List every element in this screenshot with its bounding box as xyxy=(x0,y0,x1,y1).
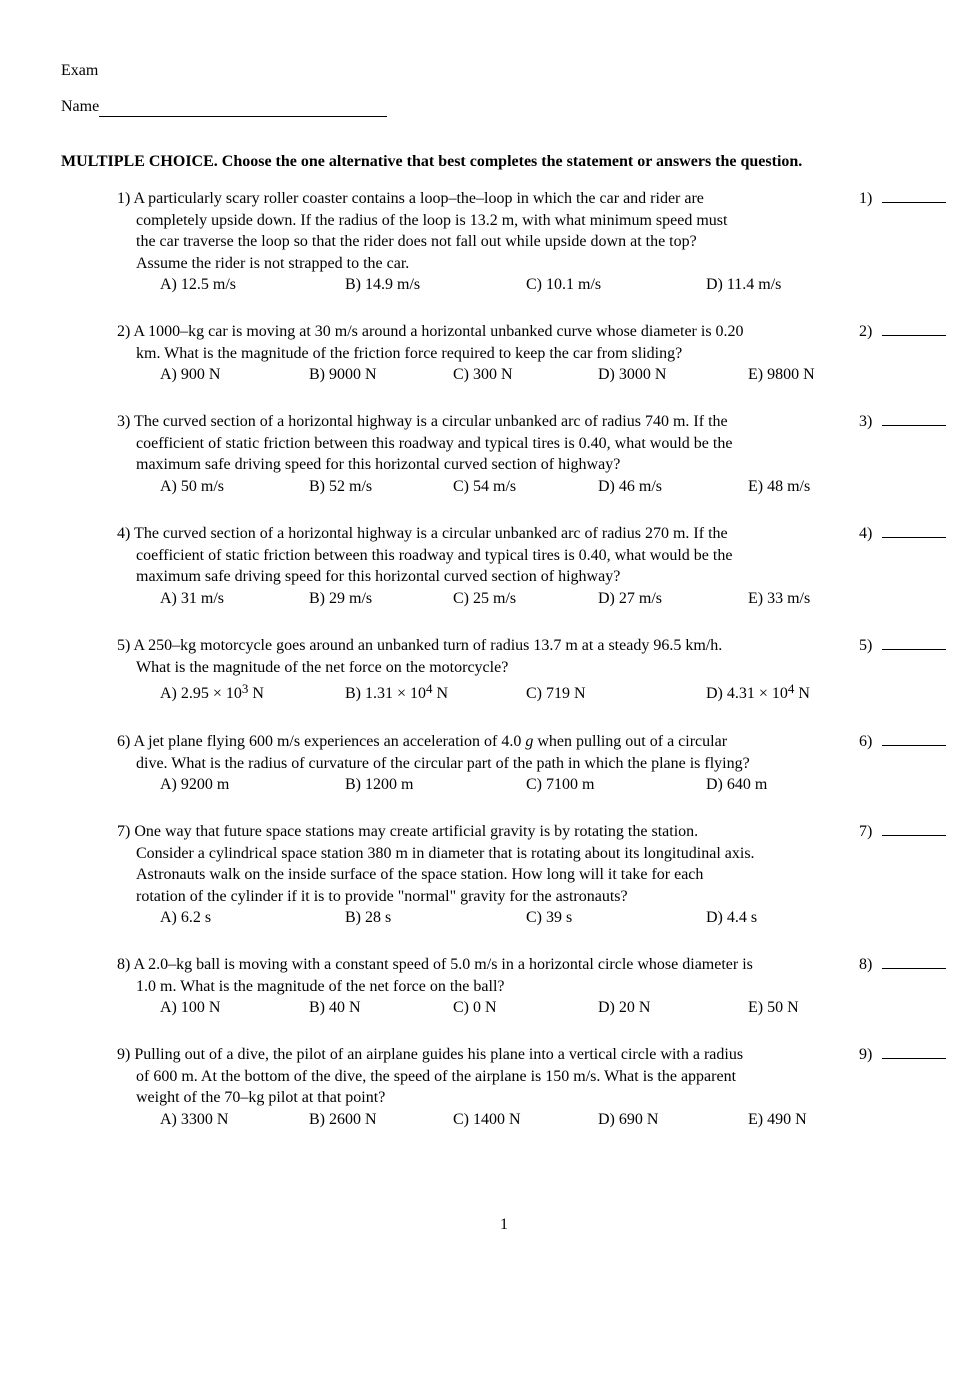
options-row xyxy=(117,997,842,1018)
question-text-line: maximum safe driving speed for this horizontal curved section of highway? xyxy=(136,568,621,585)
option-b[interactable]: B) $1.31 \times 10^4$ N xyxy=(345,681,449,702)
question-text-line: km. What is the magnitude of the friction force required to keep the car from sliding? xyxy=(136,344,683,362)
option-c[interactable]: C) 7100 m xyxy=(526,776,595,793)
answer-blank[interactable] xyxy=(882,411,946,426)
question-9 xyxy=(117,1044,842,1130)
question-text-line: Consider a cylindrical space station 380 m in diameter that is rotating about its longitudinal axis. xyxy=(136,844,755,862)
answer-blank[interactable] xyxy=(882,635,946,650)
question-4 xyxy=(117,523,842,609)
question-text-line: of 600 m. At the bottom of the dive, the speed of the airplane is 150 m/s. What is the apparent xyxy=(136,1067,737,1085)
question-text-line: maximum safe driving speed for this horizontal curved section of highway? xyxy=(136,456,621,473)
option-a[interactable]: A) 9200 m xyxy=(160,776,230,793)
option-a[interactable]: A) 6.2 s xyxy=(160,909,212,926)
options-row xyxy=(117,364,842,385)
option-c[interactable]: C) 25 m/s xyxy=(453,589,517,607)
option-d[interactable]: D) 4.4 s xyxy=(706,909,758,926)
options-row xyxy=(117,683,842,704)
answer-blank[interactable] xyxy=(882,821,946,836)
option-b[interactable]: B) 9000 N xyxy=(309,366,377,383)
answer-blank[interactable] xyxy=(882,954,946,969)
name-label: Name xyxy=(61,98,100,115)
option-a[interactable]: A) 900 N xyxy=(160,366,221,383)
question-text-line: coefficient of static friction between this roadway and typical tires is 0.40, what would be the xyxy=(136,434,733,452)
option-d[interactable]: D) 27 m/s xyxy=(598,589,662,607)
option-c[interactable]: C) 39 s xyxy=(526,909,573,926)
option-c[interactable]: C) 10.1 m/s xyxy=(526,276,602,293)
question-7 xyxy=(117,821,842,928)
question-text-line: 6) A jet plane flying 600 m/s experiences an acceleration of 4.0 g when pulling out of a circular xyxy=(117,733,728,750)
question-text-line: 1) A particularly scary roller coaster contains a loop–the–loop in which the car and rider are xyxy=(117,190,704,207)
options-row xyxy=(117,1109,842,1130)
answer-blank[interactable] xyxy=(882,523,946,538)
option-a[interactable]: A) 12.5 m/s xyxy=(160,276,236,293)
answer-blank[interactable] xyxy=(882,1044,946,1059)
answer-slot-3[interactable]: 3) xyxy=(859,411,946,432)
question-text-line: 2) A 1000–kg car is moving at 30 m/s around a horizontal unbanked curve whose diameter is 0.20 xyxy=(117,323,744,340)
question-text-line: 5) A 250–kg motorcycle goes around an unbanked turn of radius 13.7 m at a steady 96.5 km/h. xyxy=(117,637,723,654)
answer-slot-4[interactable]: 4) xyxy=(859,523,946,544)
option-a[interactable]: A) 100 N xyxy=(160,999,221,1016)
option-b[interactable]: B) 40 N xyxy=(309,999,361,1016)
option-d[interactable]: D) $4.31 \times 10^4$ N xyxy=(706,681,810,702)
question-text-line: 7) One way that future space stations may create artificial gravity is by rotating the station. xyxy=(117,823,699,840)
question-text-line: dive. What is the radius of curvature of the circular part of the path in which the plane is flying? xyxy=(136,754,750,772)
options-row xyxy=(117,588,842,609)
instructions: MULTIPLE CHOICE. Choose the one alternative that best completes the statement or answers the question. xyxy=(61,153,803,170)
page-number: 1 xyxy=(500,1216,508,1233)
option-b[interactable]: B) 14.9 m/s xyxy=(345,276,421,293)
option-a[interactable]: A) $2.95 \times 10^3$ N xyxy=(160,681,264,702)
answer-slot-8[interactable]: 8) xyxy=(859,954,946,975)
question-text-line: completely upside down. If the radius of the loop is 13.2 m, with what minimum speed must xyxy=(136,211,728,229)
question-text-line: 4) The curved section of a horizontal highway is a circular unbanked arc of radius 270 m. If the xyxy=(117,525,728,542)
option-e[interactable]: E) 33 m/s xyxy=(748,589,811,607)
option-d[interactable]: D) 46 m/s xyxy=(598,477,662,495)
options-row xyxy=(117,774,842,795)
options-row xyxy=(117,274,842,295)
question-text-line: 1.0 m. What is the magnitude of the net force on the ball? xyxy=(136,977,505,995)
name-field[interactable] xyxy=(61,96,387,117)
option-c[interactable]: C) 0 N xyxy=(453,999,497,1016)
option-c[interactable]: C) 300 N xyxy=(453,366,513,383)
question-1 xyxy=(117,188,842,295)
option-e[interactable]: E) 50 N xyxy=(748,999,799,1016)
answer-blank[interactable] xyxy=(882,731,946,746)
option-e[interactable]: E) 9800 N xyxy=(748,366,815,383)
question-5 xyxy=(117,635,842,704)
option-b[interactable]: B) 29 m/s xyxy=(309,589,373,607)
option-d[interactable]: D) 640 m xyxy=(706,776,768,793)
option-b[interactable]: B) 28 s xyxy=(345,909,392,926)
question-text-line: weight of the 70–kg pilot at that point? xyxy=(136,1089,386,1106)
answer-slot-6[interactable]: 6) xyxy=(859,731,946,752)
option-a[interactable]: A) 3300 N xyxy=(160,1110,229,1128)
answer-blank[interactable] xyxy=(882,321,946,336)
answer-slot-2[interactable]: 2) xyxy=(859,321,946,342)
option-a[interactable]: A) 31 m/s xyxy=(160,589,224,607)
exam-label: Exam xyxy=(61,62,99,79)
question-text-line: 3) The curved section of a horizontal highway is a circular unbanked arc of radius 740 m. If the xyxy=(117,413,728,430)
question-text-line: rotation of the cylinder if it is to provide "normal" gravity for the astronauts? xyxy=(136,887,628,905)
question-text-line: coefficient of static friction between this roadway and typical tires is 0.40, what would be the xyxy=(136,546,733,564)
answer-slot-1[interactable]: 1) xyxy=(859,188,946,209)
answer-blank[interactable] xyxy=(882,188,946,203)
option-d[interactable]: D) 690 N xyxy=(598,1110,659,1128)
question-2 xyxy=(117,321,842,385)
question-text-line: the car traverse the loop so that the rider does not fall out while upside down at the top? xyxy=(136,233,697,250)
option-d[interactable]: D) 20 N xyxy=(598,999,651,1016)
question-text-line: Astronauts walk on the inside surface of the space station. How long will it take for each xyxy=(136,866,704,883)
option-a[interactable]: A) 50 m/s xyxy=(160,477,224,495)
question-6 xyxy=(117,731,842,795)
option-b[interactable]: B) 52 m/s xyxy=(309,477,373,495)
question-text-line: 8) A 2.0–kg ball is moving with a constant speed of 5.0 m/s in a horizontal circle whose diameter is xyxy=(117,956,753,973)
option-c[interactable]: C) 719 N xyxy=(526,685,586,702)
answer-slot-5[interactable]: 5) xyxy=(859,635,946,656)
option-b[interactable]: B) 2600 N xyxy=(309,1110,377,1128)
question-text-line: Assume the rider is not strapped to the car. xyxy=(136,254,410,272)
question-8 xyxy=(117,954,842,1018)
options-row xyxy=(117,476,842,497)
question-text-line: 9) Pulling out of a dive, the pilot of an airplane guides his plane into a vertical circle with a radius xyxy=(117,1046,744,1063)
option-d[interactable]: D) 3000 N xyxy=(598,366,667,383)
option-e[interactable]: E) 490 N xyxy=(748,1110,807,1128)
option-d[interactable]: D) 11.4 m/s xyxy=(706,276,782,293)
option-c[interactable]: C) 54 m/s xyxy=(453,477,517,495)
answer-slot-9[interactable]: 9) xyxy=(859,1044,946,1065)
question-text-line: What is the magnitude of the net force on the motorcycle? xyxy=(136,658,509,676)
option-e[interactable]: E) 48 m/s xyxy=(748,477,811,495)
option-c[interactable]: C) 1400 N xyxy=(453,1110,521,1128)
question-3 xyxy=(117,411,842,497)
options-row xyxy=(117,907,842,928)
answer-slot-7[interactable]: 7) xyxy=(859,821,946,842)
name-line[interactable] xyxy=(99,100,387,117)
option-b[interactable]: B) 1200 m xyxy=(345,776,414,793)
